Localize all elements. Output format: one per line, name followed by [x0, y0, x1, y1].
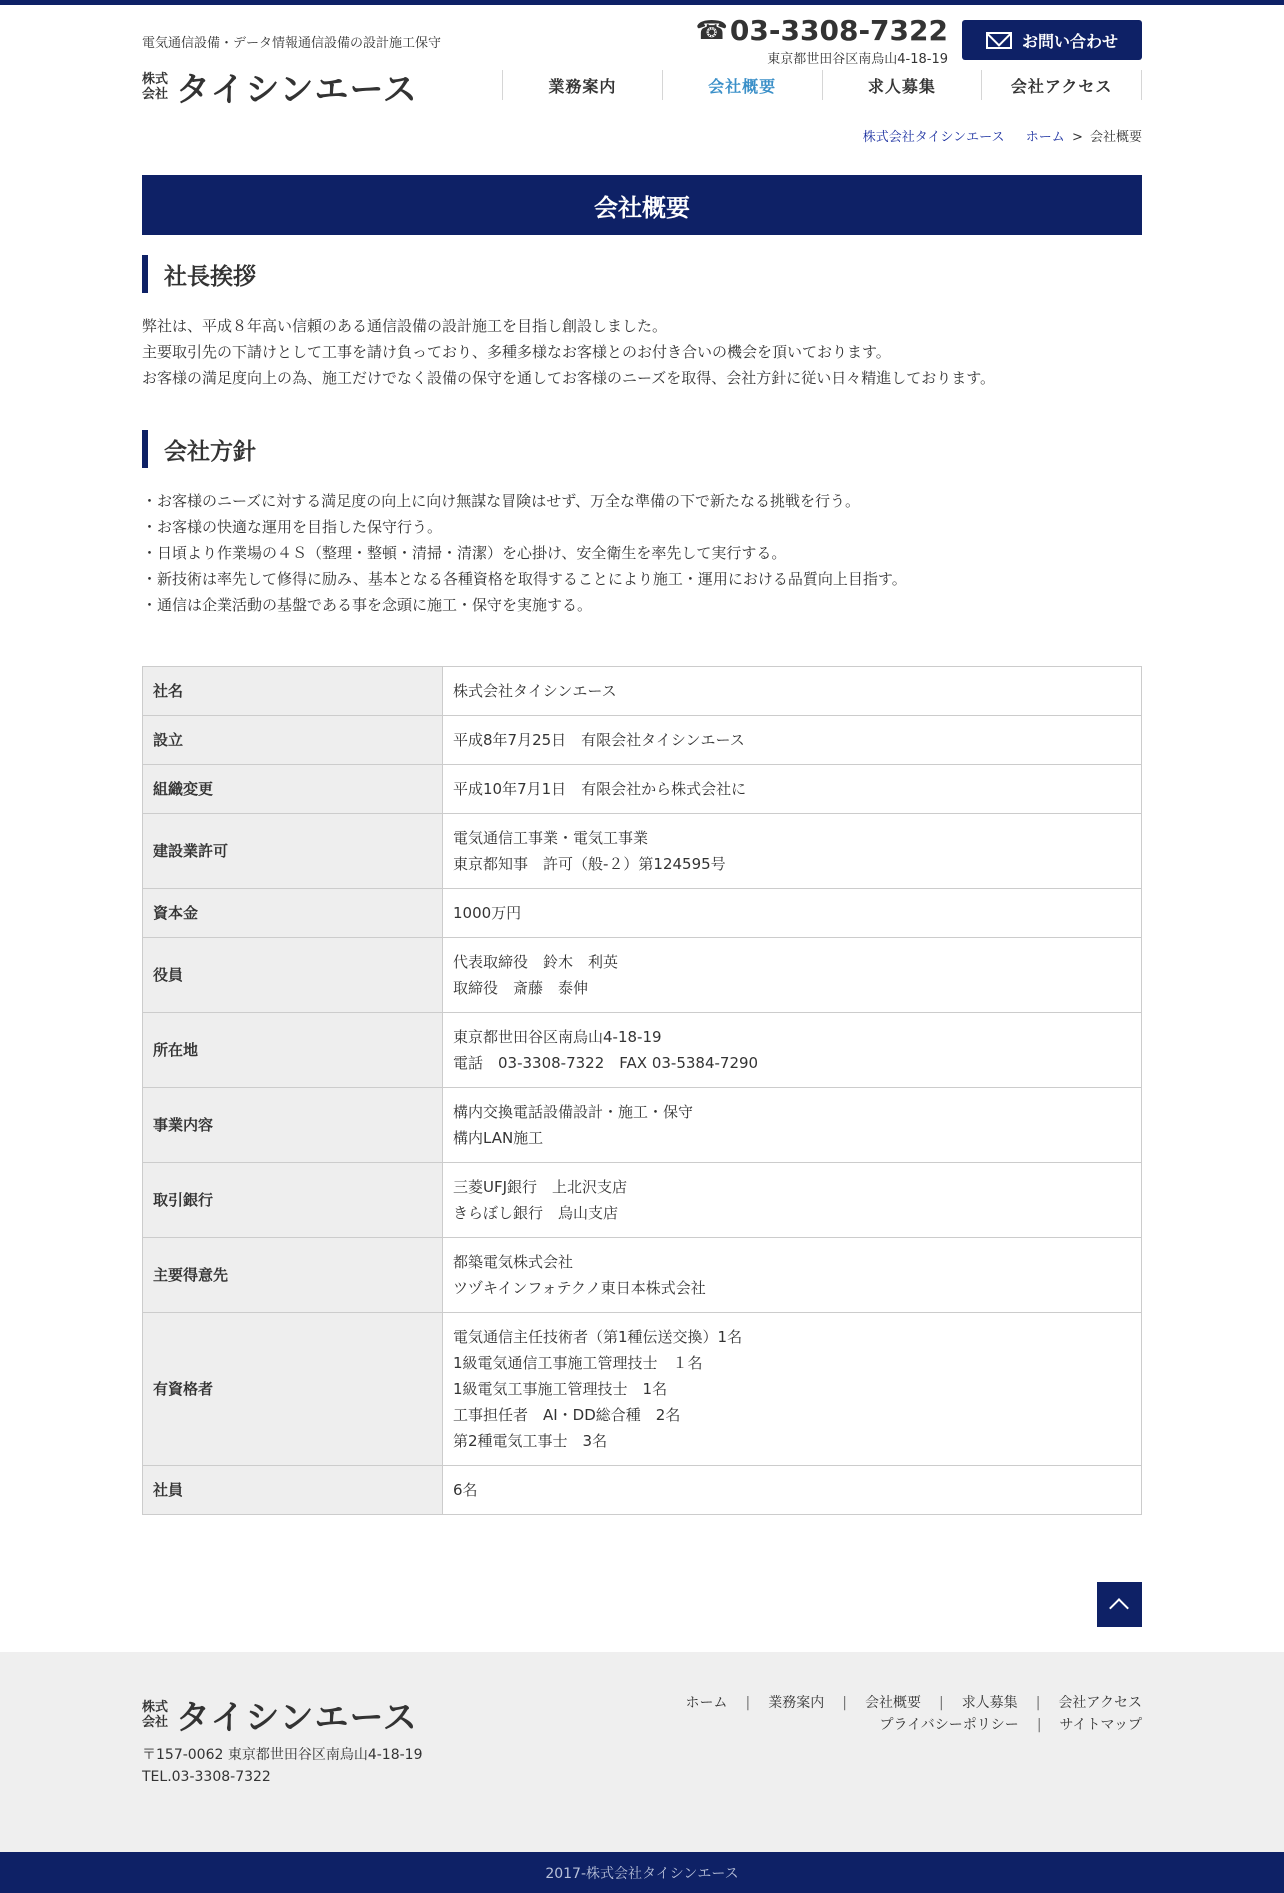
footer-links [686, 1692, 1142, 1736]
row-label: 所在地 [143, 1013, 443, 1088]
back-to-top-button[interactable] [1097, 1582, 1142, 1627]
breadcrumb-current: 会社概要 [1089, 130, 1142, 145]
row-value: 6名 [443, 1466, 1142, 1515]
policy-line: ・新技術は率先して修得に励み、基本となる各種資格を取得することにより施工・運用における品質向上目指す。 [142, 570, 907, 588]
row-label: 社名 [143, 667, 443, 716]
logo-company-type [142, 72, 168, 102]
footer-links-row: ホーム | 業務案内 | 会社概要 | 求人募集 | 会社アクセス [685, 1695, 1142, 1711]
table-row [143, 938, 1142, 1013]
table-row [143, 716, 1142, 765]
row-value: 代表取締役 鈴木 利英 取締役 斎藤 泰伸 [443, 938, 1142, 1013]
greeting-line: 弊社は、平成８年高い信頼のある通信設備の設計施工を目指し創設しました。 [142, 317, 668, 335]
row-label: 組織変更 [143, 765, 443, 814]
footer-logo-small-bottom: 会社 [142, 1714, 169, 1730]
row-value: 電気通信主任技術者（第1種伝送交換）1名 1級電気通信工事施工管理技士 １名 1級電気工事施工管理技士 1名 工事担任者 AI・DD総合種 2名 第2種電気工事士 3名 [443, 1313, 1142, 1466]
greeting-line: お客様の満足度向上の為、施工だけでなく設備の保守を通してお客様のニーズを取得、会社方針に従い日々精進しております。 [142, 369, 996, 387]
footer-link-home[interactable]: ホーム [685, 1695, 728, 1711]
policy-heading: 会社方針 [142, 430, 1142, 468]
footer-link-sitemap[interactable]: サイトマップ [1059, 1717, 1142, 1733]
table-row [143, 1466, 1142, 1515]
breadcrumb [863, 126, 1142, 145]
phone-icon: ☎ [695, 15, 728, 46]
policy-text [142, 488, 1142, 618]
row-label: 事業内容 [143, 1088, 443, 1163]
breadcrumb-home-link[interactable]: ホーム [1025, 130, 1065, 145]
header-address: 東京都世田谷区南烏山4-18-19 [767, 52, 948, 67]
footer-address-line: 〒157-0062 東京都世田谷区南烏山4-18-19 [142, 1747, 423, 1763]
policy-line: ・お客様のニーズに対する満足度の向上に向け無謀な冒険はせず、万全な準備の下で新たなる挑戦を行う。 [142, 492, 861, 510]
footer-logo-small-top: 株式 [142, 1699, 169, 1715]
breadcrumb-separator: > [1071, 130, 1083, 145]
table-row [143, 889, 1142, 938]
table-row [143, 1088, 1142, 1163]
header-tagline: 電気通信設備・データ情報通信設備の設計施工保守 [142, 36, 442, 51]
policy-line: ・日頃より作業場の４Ｓ（整理・整頓・清掃・清潔）を心掛け、安全衛生を率先して実行する。 [142, 544, 787, 562]
footer-links-row: プライバシーポリシー | サイトマップ [879, 1717, 1142, 1733]
row-label: 社員 [143, 1466, 443, 1515]
row-label: 取引銀行 [143, 1163, 443, 1238]
logo-small-top: 株式 [142, 71, 169, 87]
footer-address [142, 1744, 423, 1788]
table-row [143, 667, 1142, 716]
footer-link-recruit[interactable]: 求人募集 [961, 1695, 1018, 1711]
row-value: 株式会社タイシンエース [443, 667, 1142, 716]
table-row [143, 814, 1142, 889]
nav-item-services[interactable]: 業務案内 [503, 70, 663, 100]
table-row [143, 1313, 1142, 1466]
page-title: 会社概要 [142, 175, 1142, 235]
policy-line: ・通信は企業活動の基盤である事を念頭に施工・保守を実施する。 [142, 596, 593, 614]
main-nav [502, 70, 1142, 100]
phone-number: 03-3308-7322 [729, 14, 948, 47]
copyright-bar: 2017-株式会社タイシンエース [0, 1852, 1284, 1893]
footer-logo[interactable] [142, 1690, 418, 1739]
row-value: 東京都世田谷区南烏山4-18-19 電話 03-3308-7322 FAX 03-5384-7290 [443, 1013, 1142, 1088]
row-value: 平成8年7月25日 有限会社タイシンエース [443, 716, 1142, 765]
greeting-heading: 社長挨拶 [142, 255, 1142, 293]
row-value: 構内交換電話設備設計・施工・保守 構内LAN施工 [443, 1088, 1142, 1163]
mail-icon [986, 32, 1012, 49]
logo-name: タイシンエース [176, 70, 418, 110]
contact-button-label: お問い合わせ [1021, 31, 1118, 51]
footer [0, 1652, 1284, 1852]
footer-tel-line: TEL.03-3308-7322 [142, 1769, 271, 1785]
nav-item-access[interactable]: 会社アクセス [982, 70, 1142, 100]
row-label: 資本金 [143, 889, 443, 938]
breadcrumb-site-link[interactable]: 株式会社タイシンエース [862, 130, 1005, 145]
footer-link-access[interactable]: 会社アクセス [1058, 1695, 1142, 1711]
header-phone [695, 14, 948, 47]
table-row [143, 1163, 1142, 1238]
footer-link-privacy[interactable]: プライバシーポリシー [879, 1717, 1019, 1733]
row-label: 主要得意先 [143, 1238, 443, 1313]
row-label: 役員 [143, 938, 443, 1013]
contact-button[interactable] [962, 20, 1142, 60]
greeting-line: 主要取引先の下請けとして工事を請け負っており、多種多様なお客様とのお付き合いの機会を頂いております。 [142, 343, 891, 361]
table-row [143, 765, 1142, 814]
table-row [143, 1013, 1142, 1088]
nav-item-company[interactable]: 会社概要 [663, 70, 823, 100]
row-value: 1000万円 [443, 889, 1142, 938]
row-value: 平成10年7月1日 有限会社から株式会社に [443, 765, 1142, 814]
nav-item-recruit[interactable]: 求人募集 [823, 70, 983, 100]
logo-small-bottom: 会社 [142, 86, 169, 102]
row-label: 有資格者 [143, 1313, 443, 1466]
greeting-text [142, 313, 1142, 391]
table-row [143, 1238, 1142, 1313]
footer-link-company[interactable]: 会社概要 [864, 1695, 921, 1711]
row-value: 都築電気株式会社 ツヅキインフォテクノ東日本株式会社 [443, 1238, 1142, 1313]
row-value: 三菱UFJ銀行 上北沢支店 きらぼし銀行 烏山支店 [443, 1163, 1142, 1238]
policy-line: ・お客様の快適な運用を目指した保守行う。 [142, 518, 443, 536]
row-value: 電気通信工事業・電気工事業 東京都知事 許可（般-２）第124595号 [443, 814, 1142, 889]
row-label: 設立 [143, 716, 443, 765]
top-accent-bar [0, 0, 1284, 5]
footer-logo-company-type [142, 1700, 168, 1730]
row-label: 建設業許可 [143, 814, 443, 889]
company-info-table [142, 666, 1142, 1515]
footer-link-services[interactable]: 業務案内 [768, 1695, 825, 1711]
footer-logo-name: タイシンエース [176, 1698, 418, 1738]
site-logo[interactable] [142, 62, 418, 111]
